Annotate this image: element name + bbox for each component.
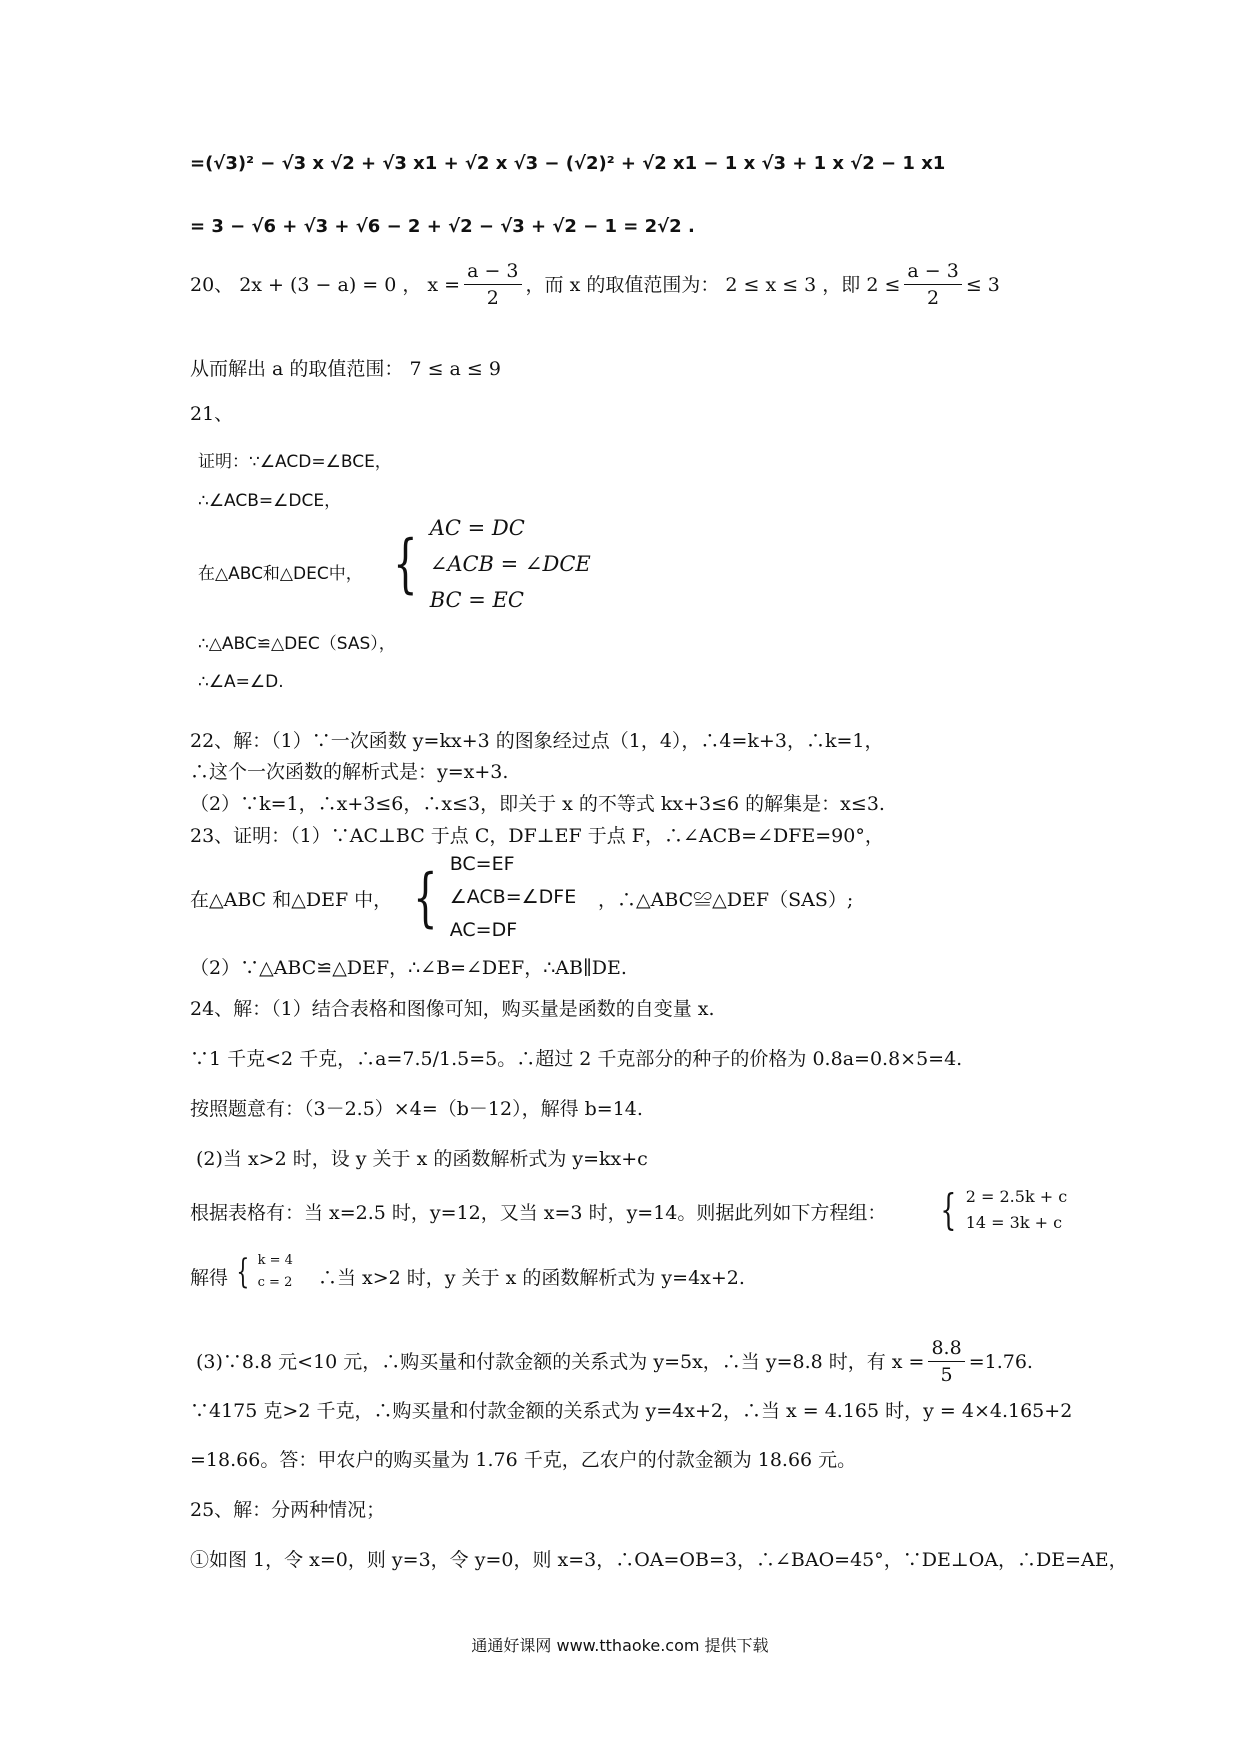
q20-line: [190, 258, 1000, 311]
q24-fraction: [928, 1335, 964, 1388]
q23-sys-row: AC=DF: [449, 919, 518, 941]
q21-sys-row: BC = EC: [429, 588, 524, 612]
q20-frac-den: 2: [486, 287, 499, 309]
q20-line-2: 从而解出 a 的取值范围： 7 ≤ a ≤ 9: [190, 358, 501, 380]
expansion-line-1: =(√3)² − √3 x √2 + √3 x1 + √2 x √3 − (√2)² + √2 x1 − 1 x √3 + 1 x √2 − 1 x1: [190, 153, 946, 174]
q25-line-2: ①如图 1，令 x=0，则 y=3，令 y=0，则 x=3，∴OA=OB=3，∴∠BAO=45°，∵DE⊥OA，∴DE=AE，: [190, 1549, 1128, 1571]
q20-fraction-2: [904, 258, 961, 311]
q23-line-2a: 在△ABC 和△DEF 中，: [190, 889, 393, 911]
q24-line-8: ∵4175 克>2 千克，∴购买量和付款金额的关系式为 y=4x+2，∴当 x = 4.165 时，y = 4×4.165+2: [190, 1400, 1073, 1422]
q24-sys1-row: 14 = 3k + c: [965, 1213, 1063, 1232]
q23-line-2b: ，∴△ABC≌△DEF（SAS）;: [598, 889, 854, 911]
q24-frac-den: 5: [940, 1364, 953, 1386]
q24-sys2-row: k = 4: [257, 1253, 293, 1268]
q22-line-3: （2）∵k=1，∴x+3≤6，∴x≤3，即关于 x 的不等式 kx+3≤6 的解集是：x≤3.: [190, 793, 885, 815]
q21-equation-system: [385, 510, 591, 618]
q23-line-1: 23、证明：（1）∵AC⊥BC 于点 C，DF⊥EF 于点 F，∴∠ACB=∠DFE=90°，: [190, 825, 884, 847]
q21-sys-row: ∠ACB = ∠DCE: [429, 552, 591, 576]
q24-sys1-row: 2 = 2.5k + c: [965, 1187, 1068, 1206]
q20-fraction-1: [464, 258, 521, 311]
q21-title: 21、: [190, 403, 234, 425]
q22-line-1: 22、解：（1）∵一次函数 y=kx+3 的图象经过点（1，4），∴4=k+3，∴k=1，: [190, 730, 884, 752]
expansion-line-2: = 3 − √6 + √3 + √6 − 2 + √2 − √3 + √2 − 1 = 2√2 .: [190, 216, 695, 237]
q24-line-5: 根据表格有：当 x=2.5 时，y=12，又当 x=3 时，y=14。则据此列如下方程组：: [190, 1202, 887, 1224]
q20-text-b: ，而 x 的取值范围为： 2 ≤ x ≤ 3 ，即 2 ≤: [525, 273, 901, 296]
left-brace-icon: {: [940, 1185, 957, 1234]
q23-equation-system: [405, 848, 576, 947]
q23-line-3: （2）∵△ABC≌△DEF，∴∠B=∠DEF，∴AB∥DE.: [190, 957, 627, 979]
q20-frac-num: a − 3: [464, 258, 521, 285]
q24-line-1: 24、解：（1）结合表格和图像可知，购买量是函数的自变量 x.: [190, 998, 715, 1020]
q24-line-3: 按照题意有：（3－2.5）×4=（b－12），解得 b=14.: [190, 1098, 643, 1120]
q23-sys-row: ∠ACB=∠DFE: [449, 886, 577, 908]
q24-text-7a: (3)∵8.8 元<10 元，∴购买量和付款金额的关系式为 y=5x，∴当 y=8.8 时，有 x =: [196, 1350, 925, 1373]
q24-line-4: (2)当 x>2 时，设 y 关于 x 的函数解析式为 y=kx+c: [196, 1148, 648, 1170]
q20-frac2-den: 2: [927, 287, 940, 309]
q24-frac-num: 8.8: [928, 1335, 964, 1362]
q24-equation-system-1: [935, 1184, 1067, 1236]
q21-proof-4: ∴△ABC≌△DEC（SAS），: [198, 634, 396, 654]
q24-line-6b: ∴当 x>2 时，y 关于 x 的函数解析式为 y=4x+2.: [318, 1267, 745, 1289]
q24-line-7: [196, 1335, 1033, 1388]
q22-line-2: ∴这个一次函数的解析式是：y=x+3.: [190, 761, 509, 783]
q24-text-7b: =1.76.: [968, 1350, 1033, 1373]
q25-line-1: 25、解：分两种情况；: [190, 1499, 386, 1521]
page-footer: 通通好课网 www.tthaoke.com 提供下载: [471, 1636, 769, 1655]
q24-equation-system-2: [232, 1250, 293, 1294]
q21-proof-1: 证明：∵∠ACD=∠BCE，: [198, 452, 392, 472]
q24-line-9: =18.66。答：甲农户的购买量为 1.76 千克，乙农户的付款金额为 18.66 元。: [190, 1449, 857, 1471]
q20-text-a: 20、 2x + (3 − a) = 0 ， x =: [190, 273, 461, 296]
q21-proof-3: 在△ABC和△DEC中，: [198, 564, 363, 584]
q20-frac2-num: a − 3: [904, 258, 961, 285]
q24-line-6a: 解得: [190, 1267, 229, 1289]
left-brace-icon: {: [393, 527, 418, 601]
left-brace-icon: {: [236, 1252, 250, 1292]
q24-line-2: ∵1 千克<2 千克，∴a=7.5/1.5=5。∴超过 2 千克部分的种子的价格为 0.8a=0.8×5=4.: [190, 1048, 963, 1070]
left-brace-icon: {: [413, 860, 438, 935]
q21-proof-5: ∴∠A=∠D.: [198, 672, 284, 692]
q23-sys-row: BC=EF: [449, 853, 515, 875]
q24-sys2-row: c = 2: [257, 1275, 293, 1290]
q21-proof-2: ∴∠ACB=∠DCE，: [198, 491, 342, 511]
q21-sys-row: AC = DC: [429, 516, 525, 540]
q20-text-c: ≤ 3: [965, 273, 1000, 296]
